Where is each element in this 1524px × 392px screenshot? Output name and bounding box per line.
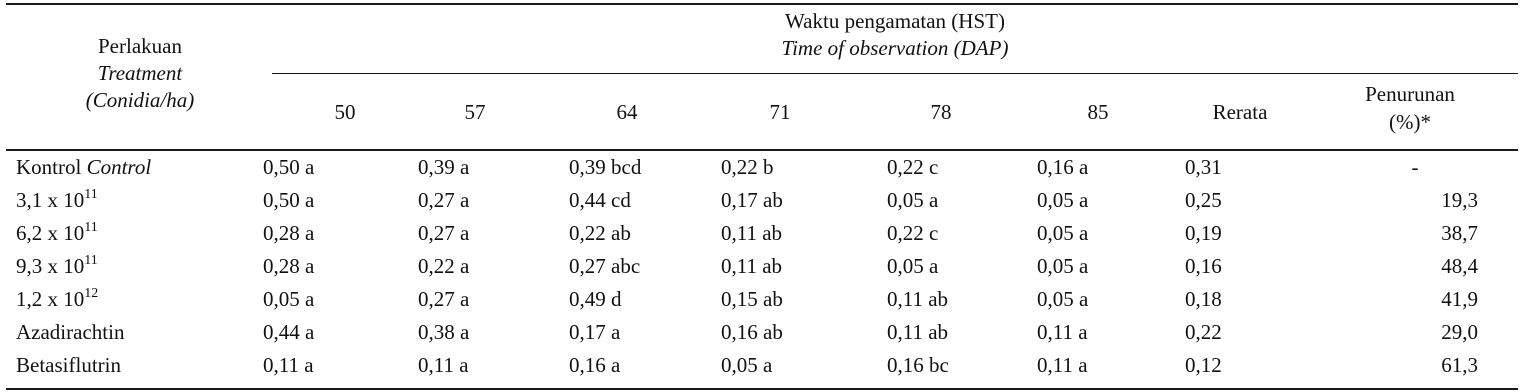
value-cell: 0,11 ab <box>721 221 783 245</box>
dose-exponent: 11 <box>84 253 98 268</box>
treatment-cell <box>16 186 98 215</box>
dose-exponent: 11 <box>84 187 98 202</box>
value-cell: 0,17 a <box>569 320 621 344</box>
column-header-penurunan <box>1340 80 1480 136</box>
table-row <box>0 153 1524 186</box>
column-header-85: 85 <box>1087 100 1109 124</box>
mean-cell: 0,18 <box>1185 287 1222 311</box>
decrease-cell: 41,9 <box>1441 287 1478 311</box>
treatment-name: Kontrol <box>16 155 82 179</box>
value-cell: 0,22 b <box>721 155 774 179</box>
value-cell: 0,44 a <box>263 320 315 344</box>
mean-cell: 0,22 <box>1185 320 1222 344</box>
value-cell: 0,50 a <box>263 188 315 212</box>
value-cell: 0,27 a <box>418 287 470 311</box>
table-row <box>0 351 1524 384</box>
decrease-cell: 19,3 <box>1441 188 1478 212</box>
dose-base: 9,3 x 10 <box>16 254 85 278</box>
decrease-cell: 48,4 <box>1441 254 1478 278</box>
treatment-header <box>40 33 240 114</box>
value-cell: 0,11 ab <box>887 287 949 311</box>
treatment-cell <box>16 351 121 380</box>
table-top-rule <box>6 3 1518 5</box>
table-row <box>0 285 1524 318</box>
column-header-64: 64 <box>616 100 638 124</box>
decrease-cell: - <box>1411 155 1419 179</box>
value-cell: 0,11 a <box>263 353 314 377</box>
treatment-cell <box>16 219 98 248</box>
table-row <box>0 219 1524 252</box>
treatment-name-en: Control <box>86 155 152 179</box>
column-header-rerata: Rerata <box>1212 100 1268 124</box>
value-cell: 0,28 a <box>263 221 315 245</box>
decrease-cell: 38,7 <box>1441 221 1478 245</box>
column-header-78: 78 <box>930 100 952 124</box>
value-cell: 0,05 a <box>1037 254 1089 278</box>
time-label-en: Time of observation (DAP) <box>781 36 1009 60</box>
value-cell: 0,05 a <box>721 353 773 377</box>
value-cell: 0,15 ab <box>721 287 783 311</box>
treatment-name: Azadirachtin <box>16 320 125 344</box>
value-cell: 0,27 abc <box>569 254 641 278</box>
column-header-50: 50 <box>334 100 356 124</box>
mean-cell: 0,25 <box>1185 188 1222 212</box>
treatment-label: Perlakuan <box>98 34 182 58</box>
value-cell: 0,05 a <box>887 188 939 212</box>
time-header <box>272 8 1518 62</box>
value-cell: 0,22 c <box>887 155 939 179</box>
value-cell: 0,16 ab <box>721 320 783 344</box>
dose-exponent: 11 <box>84 220 98 235</box>
value-cell: 0,05 a <box>1037 221 1089 245</box>
penurunan-label-line2: (%)* <box>1389 110 1431 134</box>
dose-exponent: 12 <box>84 286 99 301</box>
value-cell: 0,11 a <box>418 353 469 377</box>
value-cell: 0,05 a <box>1037 287 1089 311</box>
value-cell: 0,49 d <box>569 287 622 311</box>
value-cell: 0,16 bc <box>887 353 949 377</box>
treatment-name: Betasiflutrin <box>16 353 121 377</box>
table-bottom-rule <box>6 388 1518 390</box>
value-cell: 0,05 a <box>1037 188 1089 212</box>
dose-base: 3,1 x 10 <box>16 188 85 212</box>
header-bottom-rule <box>6 149 1518 151</box>
value-cell: 0,05 a <box>263 287 315 311</box>
penurunan-label-line1: Penurunan <box>1365 82 1455 106</box>
value-cell: 0,28 a <box>263 254 315 278</box>
time-label: Waktu pengamatan (HST) <box>785 9 1005 33</box>
mean-cell: 0,12 <box>1185 353 1222 377</box>
value-cell: 0,27 a <box>418 188 470 212</box>
treatment-cell <box>16 285 98 314</box>
value-cell: 0,27 a <box>418 221 470 245</box>
mean-cell: 0,19 <box>1185 221 1222 245</box>
decrease-cell: 29,0 <box>1441 320 1478 344</box>
value-cell: 0,22 c <box>887 221 939 245</box>
value-cell: 0,22 ab <box>569 221 631 245</box>
value-cell: 0,50 a <box>263 155 315 179</box>
value-cell: 0,05 a <box>887 254 939 278</box>
dose-base: 6,2 x 10 <box>16 221 85 245</box>
value-cell: 0,39 a <box>418 155 470 179</box>
table-row <box>0 318 1524 351</box>
value-cell: 0,39 bcd <box>569 155 642 179</box>
table-row <box>0 252 1524 285</box>
time-header-rule <box>272 73 1518 74</box>
treatment-label-en: Treatment <box>97 61 183 85</box>
mean-cell: 0,16 <box>1185 254 1222 278</box>
value-cell: 0,44 cd <box>569 188 631 212</box>
treatment-unit: (Conidia/ha) <box>85 88 195 112</box>
column-header-57: 57 <box>464 100 486 124</box>
table-row <box>0 186 1524 219</box>
value-cell: 0,38 a <box>418 320 470 344</box>
value-cell: 0,11 a <box>1037 353 1088 377</box>
treatment-cell <box>16 153 151 182</box>
value-cell: 0,17 ab <box>721 188 783 212</box>
value-cell: 0,22 a <box>418 254 470 278</box>
value-cell: 0,11 ab <box>721 254 783 278</box>
value-cell: 0,16 a <box>1037 155 1089 179</box>
dose-base: 1,2 x 10 <box>16 287 85 311</box>
column-header-71: 71 <box>769 100 791 124</box>
value-cell: 0,16 a <box>569 353 621 377</box>
value-cell: 0,11 a <box>1037 320 1088 344</box>
decrease-cell: 61,3 <box>1441 353 1478 377</box>
value-cell: 0,11 ab <box>887 320 949 344</box>
mean-cell: 0,31 <box>1185 155 1222 179</box>
treatment-cell <box>16 318 124 347</box>
treatment-cell <box>16 252 98 281</box>
